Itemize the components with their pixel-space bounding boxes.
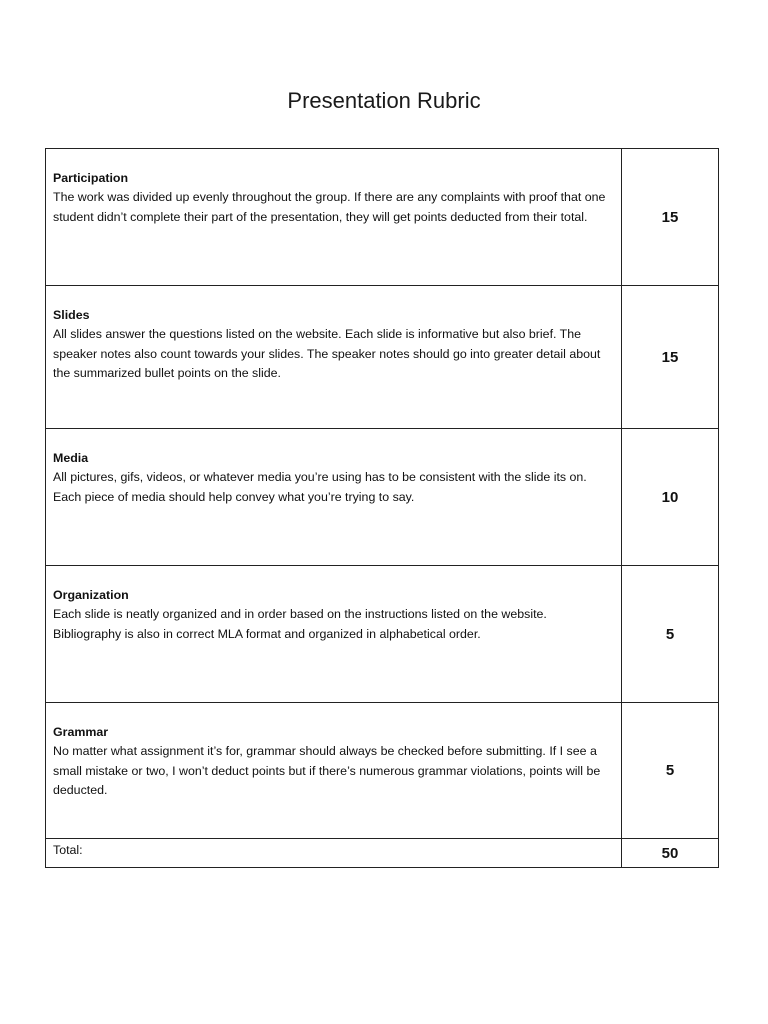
criterion-name: Grammar xyxy=(53,725,109,739)
criterion-name: Participation xyxy=(53,171,129,185)
total-points: 50 xyxy=(622,839,719,868)
rubric-row-total xyxy=(46,839,719,868)
criterion-description: All pictures, gifs, videos, or whatever media you’re using has to be consistent with the slide its on. Each piece of media should help convey what you’re trying to say. xyxy=(53,470,587,504)
criterion-description: All slides answer the questions listed on the website. Each slide is informative but also brief. The speaker notes also count towards your slides. The speaker notes should go into greater detail about the summarized bullet points on the slide. xyxy=(53,327,601,380)
criterion-name: Media xyxy=(53,451,89,465)
criterion-points: 15 xyxy=(622,149,719,286)
criterion-name: Slides xyxy=(53,308,90,322)
criterion-description: No matter what assignment it’s for, grammar should always be checked before submitting. If I see a small mistake or two, I won’t deduct points but if there’s numerous grammar violations, points will be deducted. xyxy=(53,744,601,797)
rubric-row-organization xyxy=(46,566,719,703)
criterion-name: Organization xyxy=(53,588,129,602)
criterion-cell xyxy=(46,286,622,429)
rubric-table xyxy=(45,148,719,868)
total-label: Total: xyxy=(46,839,622,868)
criterion-cell xyxy=(46,566,622,703)
rubric-row-participation xyxy=(46,149,719,286)
criterion-description: Each slide is neatly organized and in order based on the instructions listed on the website. Bibliography is also in correct MLA format and organized in alphabetical order. xyxy=(53,607,547,641)
criterion-cell xyxy=(46,149,622,286)
criterion-points: 15 xyxy=(622,286,719,429)
criterion-description: The work was divided up evenly throughout the group. If there are any complaints with proof that one student didn’t complete their part of the presentation, they will get points deducted from their total. xyxy=(53,190,606,224)
rubric-row-media xyxy=(46,429,719,566)
criterion-cell xyxy=(46,703,622,839)
criterion-points: 5 xyxy=(622,703,719,839)
criterion-cell xyxy=(46,429,622,566)
page-title: Presentation Rubric xyxy=(287,88,481,113)
rubric-row-grammar xyxy=(46,703,719,839)
rubric-row-slides xyxy=(46,286,719,429)
criterion-points: 10 xyxy=(622,429,719,566)
criterion-points: 5 xyxy=(622,566,719,703)
